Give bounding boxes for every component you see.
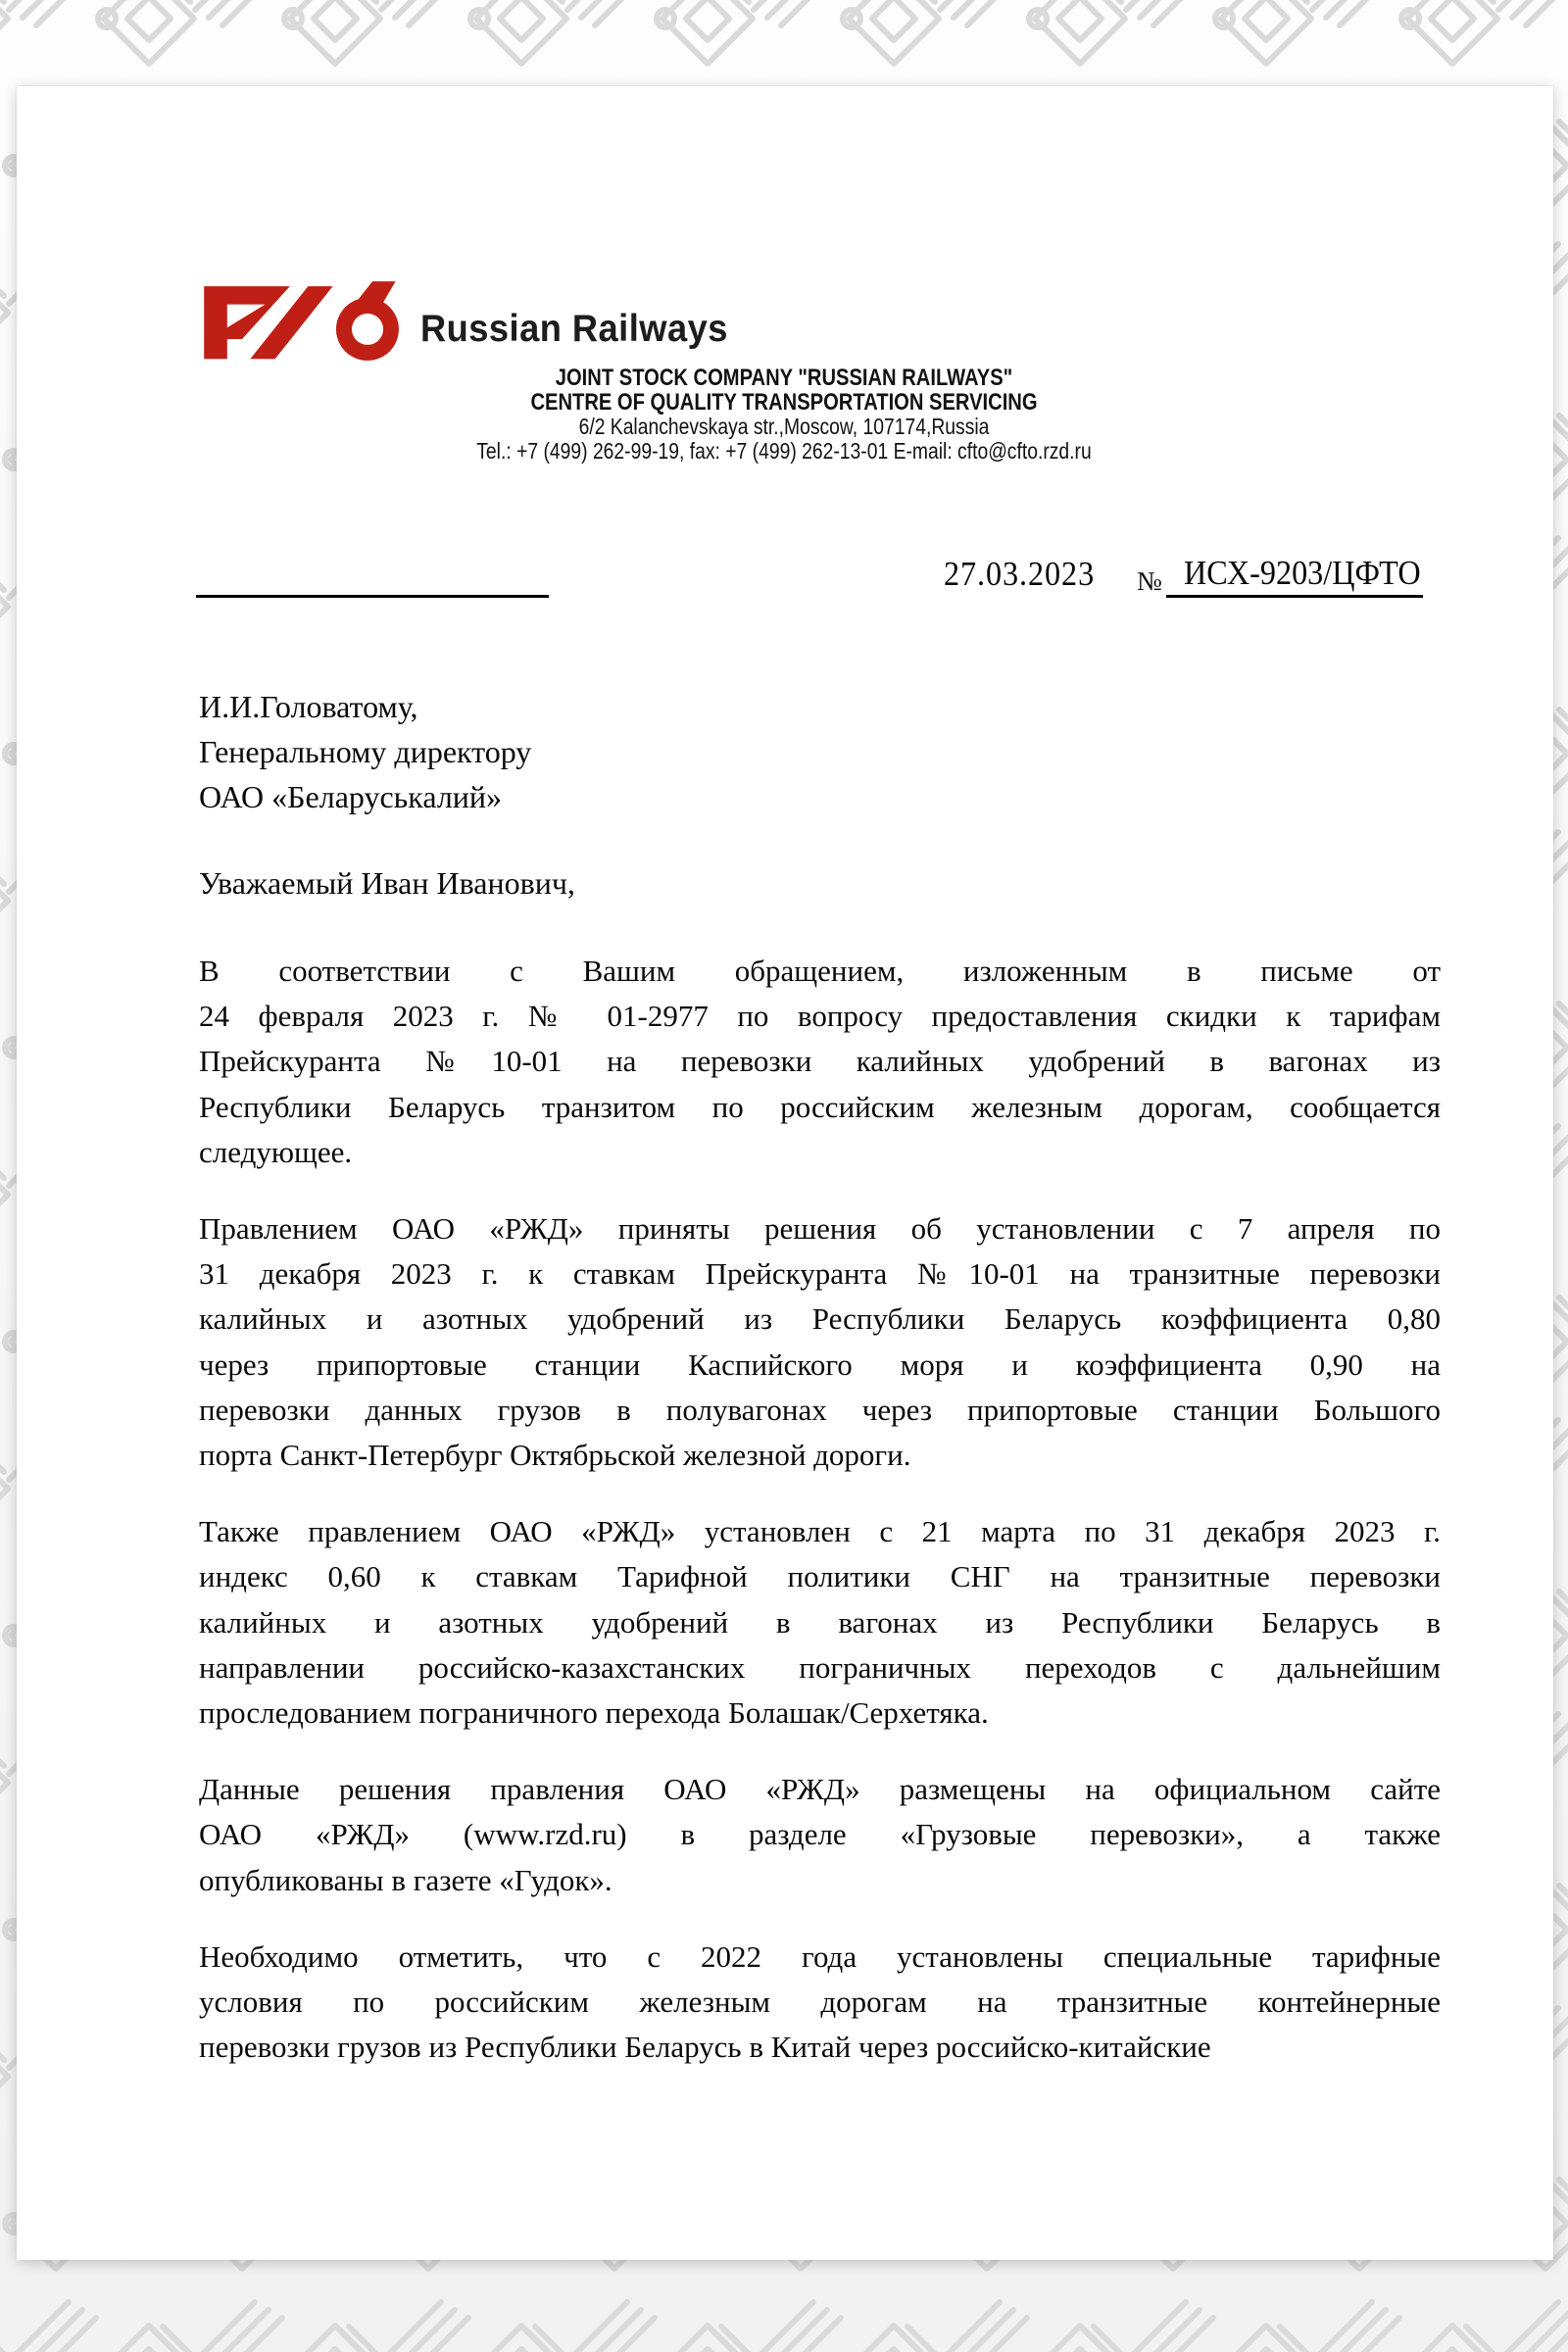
addressee-block bbox=[199, 684, 531, 819]
org-contacts: Tel.: +7 (499) 262-99-19, fax: +7 (499) 262-13-01 E-mail: cfto@cfto.rzd.ru bbox=[476, 438, 1092, 464]
org-address: 6/2 Kalanchevskaya str.,Moscow, 107174,Russia bbox=[578, 414, 990, 439]
number-sign: № bbox=[1137, 566, 1162, 596]
text-line: И.И.Головатому, bbox=[199, 689, 418, 724]
paragraph-2 bbox=[199, 1206, 1441, 1478]
text-line: перевозки данных грузов в полувагонах через припортовые станции Большого bbox=[199, 1392, 1441, 1427]
org-line-1: JOINT STOCK COMPANY "RUSSIAN RAILWAYS" bbox=[555, 365, 1013, 391]
text-line: направлении российско-казахстанских пограничных переходов с дальнейшим bbox=[199, 1649, 1441, 1685]
text-line: опубликованы в газете «Гудок». bbox=[199, 1862, 612, 1897]
rzd-logo bbox=[184, 276, 399, 366]
paragraph-3 bbox=[199, 1509, 1441, 1736]
text-line: 24 февраля 2023 г. № 01-2977 по вопросу предоставления скидки к тарифам bbox=[199, 999, 1441, 1034]
text-line: Республики Беларусь транзитом по российским железным дорогам, сообщается bbox=[199, 1089, 1441, 1124]
text-line: Прейскуранта №10-01 на перевозки калийных удобрений в вагонах из bbox=[199, 1044, 1441, 1079]
text-line: Данные решения правления ОАО «РЖД» размещены на официальном сайте bbox=[199, 1772, 1441, 1807]
text-line: калийных и азотных удобрений в вагонах из Республики Беларусь в bbox=[199, 1604, 1441, 1640]
salutation: Уважаемый Иван Иванович, bbox=[199, 865, 575, 901]
text-line: проследованием пограничного перехода Болашак/Серхетяка. bbox=[199, 1695, 989, 1731]
paragraph-1 bbox=[199, 949, 1441, 1175]
paragraph-5 bbox=[199, 1935, 1441, 2071]
number-underline bbox=[1166, 595, 1423, 598]
text-line: ОАО «Беларуськалий» bbox=[199, 779, 503, 814]
text-line: индекс 0,60 к ставкам Тарифной политики СНГ на транзитные перевозки bbox=[199, 1559, 1441, 1594]
text-line: Правлением ОАО «РЖД» приняты решения об установлении с 7 апреля по bbox=[199, 1211, 1441, 1247]
text-line: Генеральному директору bbox=[199, 734, 532, 769]
org-info bbox=[294, 366, 1274, 464]
text-line: ОАО «РЖД» (www.rzd.ru) в разделе «Грузовые перевозки», а также bbox=[199, 1817, 1441, 1852]
letter-date: 27.03.2023 bbox=[944, 555, 1096, 593]
text-line: следующее. bbox=[199, 1134, 353, 1169]
text-line: Также правлением ОАО «РЖД» установлен с 21 марта по 31 декабря 2023 г. bbox=[199, 1514, 1441, 1549]
text-line: Необходимо отметить, что с 2022 года установлены специальные тарифные bbox=[199, 1938, 1441, 1974]
text-line: 31 декабря 2023 г. к ставкам Прейскуранта №10-01 на транзитные перевозки bbox=[199, 1256, 1441, 1292]
letter-page bbox=[17, 86, 1553, 2260]
date-blank-line bbox=[196, 595, 549, 598]
brand-name: Russian Railways bbox=[420, 308, 728, 350]
text-line: условия по российским железным дорогам на транзитные контейнерные bbox=[199, 1984, 1441, 2020]
letter-number: ИСХ-9203/ЦФТО bbox=[1184, 554, 1421, 592]
org-line-2: CENTRE OF QUALITY TRANSPORTATION SERVICING bbox=[530, 389, 1038, 416]
text-line: В соответствии с Вашим обращением, изложенным в письме от bbox=[199, 954, 1441, 988]
text-line: порта Санкт-Петербург Октябрьской железной дороги. bbox=[199, 1438, 911, 1473]
letter-body bbox=[199, 949, 1441, 2101]
paragraph-4 bbox=[199, 1767, 1441, 1903]
text-line: через припортовые станции Каспийского моря и коэффициента 0,90 на bbox=[199, 1347, 1441, 1382]
text-line: калийных и азотных удобрений из Республики Беларусь коэффициента 0,80 bbox=[199, 1301, 1441, 1337]
text-line: перевозки грузов из Республики Беларусь в Китай через российско-китайские bbox=[199, 2030, 1211, 2065]
